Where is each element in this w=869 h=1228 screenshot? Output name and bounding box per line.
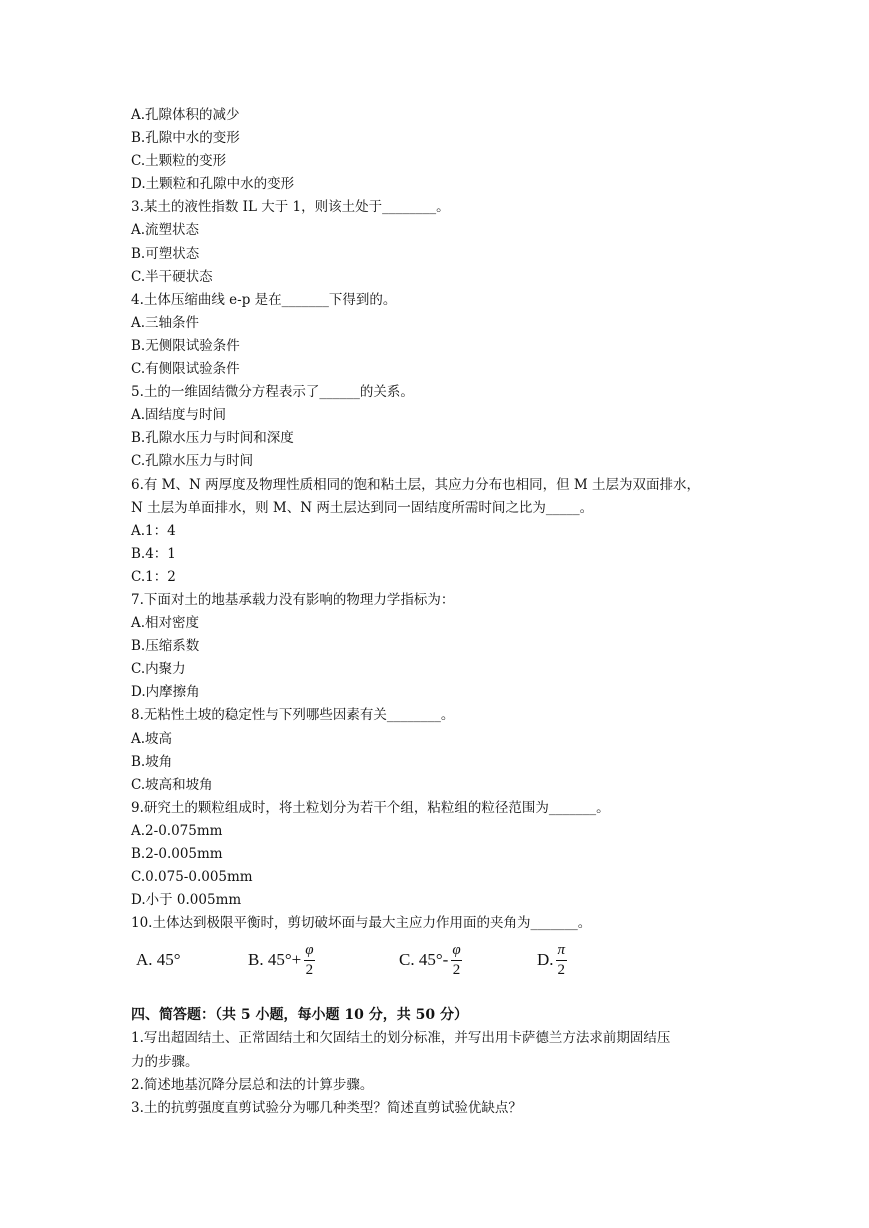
short-answer-line: 力的步骤。 <box>131 1053 199 1070</box>
question-line: A.孔隙体积的减少 <box>131 107 240 123</box>
phi-over-2-fraction <box>303 942 315 979</box>
short-answer-line: 3.土的抗剪强度直剪试验分为哪几种类型？简述直剪试验优缺点？ <box>131 1099 522 1116</box>
document-content <box>131 104 751 1120</box>
short-answer-line: 2.简述地基沉降分层总和法的计算步骤。 <box>131 1076 374 1093</box>
question-line: C.孔隙水压力与时间 <box>131 453 254 470</box>
question-line: C.半干硬状态 <box>131 268 213 285</box>
question-line: C.1：2 <box>131 568 176 585</box>
fraction-numerator: φ <box>305 941 314 958</box>
q10-option-c <box>399 938 463 982</box>
question-line: A.坡高 <box>131 730 173 747</box>
question-line: 5.土的一维固结微分方程表示了______的关系。 <box>131 384 414 401</box>
question-line: A.1：4 <box>131 522 176 539</box>
section-title: 四、简答题：（共 5 小题，每小题 10 分，共 50 分） <box>131 1007 468 1024</box>
question-line: N 土层为单面排水，则 M、N 两土层达到同一固结度所需时间之比为_____。 <box>131 499 594 516</box>
q10-options <box>131 938 751 982</box>
question-line: B.压缩系数 <box>131 638 200 655</box>
question-line: A.三轴条件 <box>131 314 200 331</box>
question-line: D.小于 0.005mm <box>131 892 242 909</box>
question-line: B.无侧限试验条件 <box>131 337 240 354</box>
question-line: B.孔隙中水的变形 <box>131 130 240 147</box>
q10-option-b-text: B. 45°+ <box>248 950 302 970</box>
question-line: B.可塑状态 <box>131 245 200 262</box>
q10-option-a <box>136 938 181 982</box>
short-answer-line: 1.写出超固结土、正常固结土和欠固结土的划分标准，并写出用卡萨德兰方法求前期固结压 <box>131 1030 671 1047</box>
question-line: 3.某土的液性指数 IL 大于 1，则该土处于________。 <box>131 199 450 216</box>
fraction-denominator: 2 <box>305 961 314 978</box>
question-line: A.相对密度 <box>131 615 200 632</box>
question-line: A.流塑状态 <box>131 222 200 239</box>
q10-option-a-text: A. 45° <box>136 950 181 970</box>
question-line: B.2-0.005mm <box>131 846 223 862</box>
question-line: A.2-0.075mm <box>131 822 223 839</box>
phi-over-2-fraction <box>450 942 462 979</box>
question-line: C.土颗粒的变形 <box>131 153 227 170</box>
question-line: C.有侧限试验条件 <box>131 361 240 378</box>
question-line: 8.无粘性土坡的稳定性与下列哪些因素有关________。 <box>131 707 455 724</box>
question-lines <box>131 104 751 935</box>
q10-option-d <box>537 938 567 982</box>
fraction-numerator: π <box>557 941 566 958</box>
q10-option-d-text: D. <box>537 950 554 970</box>
question-line: 9.研究土的颗粒组成时，将土粒划分为若干个组，粘粒组的粒径范围为_______。 <box>131 799 610 816</box>
question-line: 4.土体压缩曲线 e-p 是在_______下得到的。 <box>131 291 397 308</box>
fraction-denominator: 2 <box>557 961 566 978</box>
short-answer-lines <box>131 1027 751 1119</box>
q10-option-c-text: C. 45°- <box>399 950 449 970</box>
question-line: C.坡高和坡角 <box>131 776 213 793</box>
question-line: C.内聚力 <box>131 661 186 678</box>
fraction-denominator: 2 <box>452 961 461 978</box>
question-line: 10.土体达到极限平衡时，剪切破坏面与最大主应力作用面的夹角为_______。 <box>131 915 592 932</box>
question-line: 6.有 M、N 两厚度及物理性质相同的饱和粘土层，其应力分布也相同，但 M 土层为双面排水， <box>131 476 701 493</box>
question-line: A.固结度与时间 <box>131 407 227 424</box>
question-line: D.土颗粒和孔隙中水的变形 <box>131 176 295 193</box>
question-line: 7.下面对土的地基承载力没有影响的物理力学指标为： <box>131 591 455 608</box>
question-line: D.内摩擦角 <box>131 684 200 701</box>
question-line: B.4：1 <box>131 545 176 562</box>
question-line: B.坡角 <box>131 753 173 770</box>
question-line: B.孔隙水压力与时间和深度 <box>131 430 294 447</box>
fraction-numerator: φ <box>452 941 461 958</box>
question-line: C.0.075-0.005mm <box>131 869 253 886</box>
pi-over-2-fraction <box>556 942 568 979</box>
q10-option-b <box>248 938 316 982</box>
